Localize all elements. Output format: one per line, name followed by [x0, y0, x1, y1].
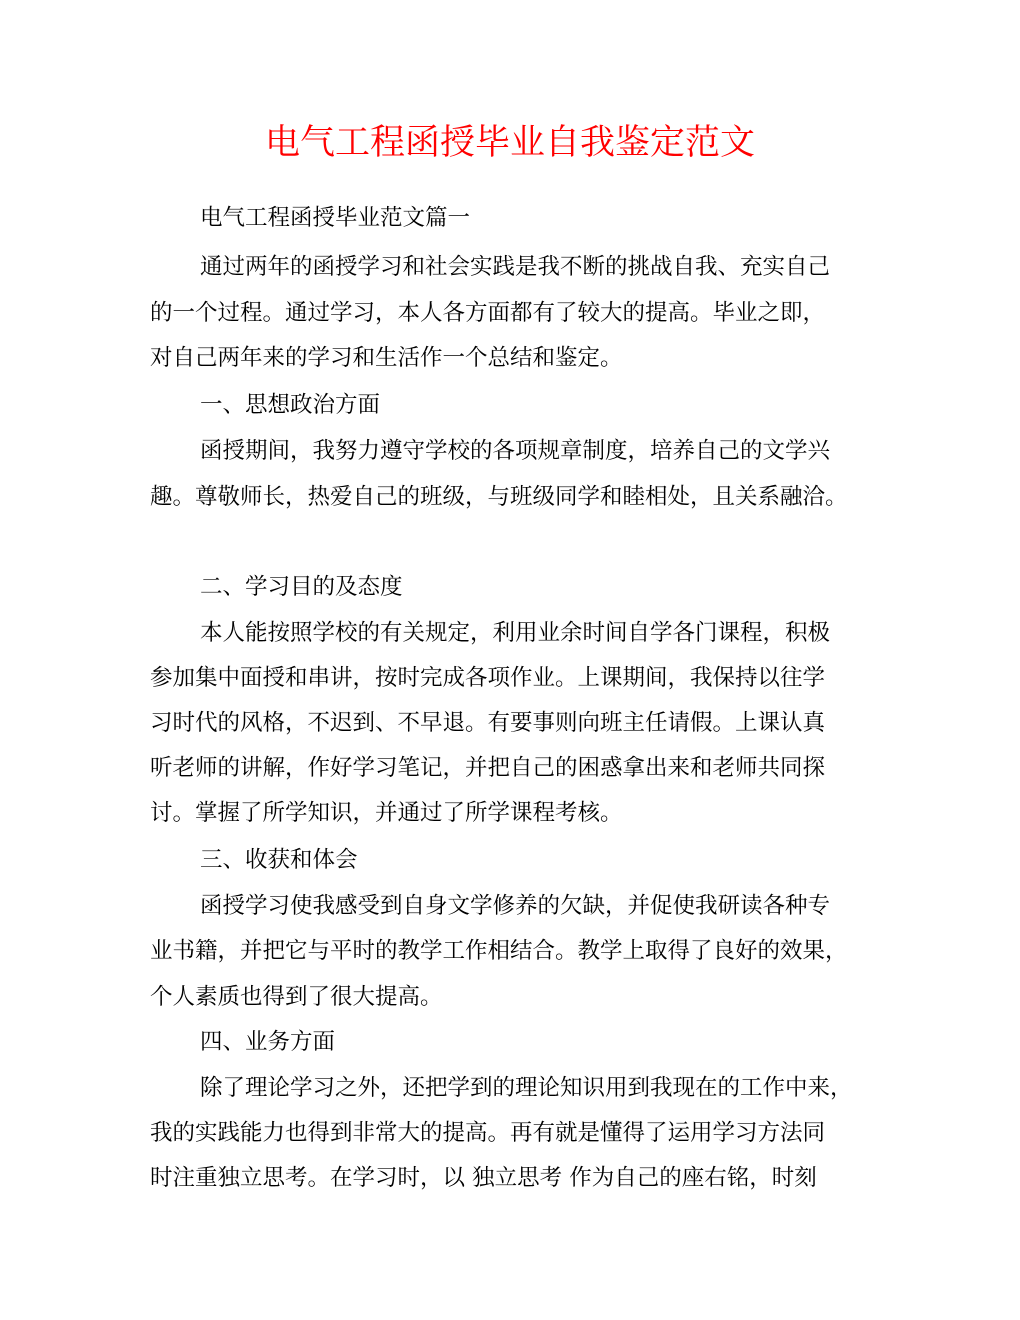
paragraph-line: 函授学习使我感受到自身文学修养的欠缺，并促使我研读各种专 — [200, 893, 831, 919]
section-heading: 一、思想政治方面 — [200, 392, 381, 418]
section-heading: 二、学习目的及态度 — [200, 574, 403, 600]
paragraph-line: 讨。掌握了所学知识，并通过了所学课程考核。 — [150, 800, 623, 826]
section-heading: 三、收获和体会 — [200, 847, 358, 873]
paragraph-line: 的一个过程。通过学习，本人各方面都有了较大的提高。毕业之即， — [150, 300, 826, 326]
paragraph-line: 本人能按照学校的有关规定，利用业余时间自学各门课程，积极 — [200, 620, 831, 646]
paragraph-line: 个人素质也得到了很大提高。 — [150, 984, 443, 1010]
paragraph-line: 我的实践能力也得到非常大的提高。再有就是懂得了运用学习方法同 — [150, 1120, 826, 1146]
paragraph-line: 习时代的风格，不迟到、不早退。有要事则向班主任请假。上课认真 — [150, 710, 826, 736]
paragraph-line: 通过两年的函授学习和社会实践是我不断的挑战自我、充实自己 — [200, 254, 831, 280]
paragraph-line: 函授期间，我努力遵守学校的各项规章制度，培养自己的文学兴 — [200, 438, 831, 464]
section-heading: 四、业务方面 — [200, 1029, 336, 1055]
subtitle-line: 电气工程函授毕业范文篇一 — [200, 205, 471, 231]
paragraph-line: 听老师的讲解，作好学习笔记，并把自己的困惑拿出来和老师共同探 — [150, 755, 826, 781]
paragraph-line: 趣。尊敬师长，热爱自己的班级，与班级同学和睦相处，且关系融洽。 — [150, 484, 848, 510]
paragraph-line: 业书籍，并把它与平时的教学工作相结合。教学上取得了良好的效果， — [150, 938, 848, 964]
paragraph-line: 对自己两年来的学习和生活作一个总结和鉴定。 — [150, 345, 623, 371]
document-title: 电气工程函授毕业自我鉴定范文 — [264, 123, 755, 163]
paragraph-line: 时注重独立思考。在学习时，以 独立思考 作为自己的座右铭，时刻 — [150, 1165, 817, 1191]
paragraph-line: 参加集中面授和串讲，按时完成各项作业。上课期间，我保持以往学 — [150, 665, 826, 691]
paragraph-line: 除了理论学习之外，还把学到的理论知识用到我现在的工作中来， — [200, 1075, 853, 1101]
